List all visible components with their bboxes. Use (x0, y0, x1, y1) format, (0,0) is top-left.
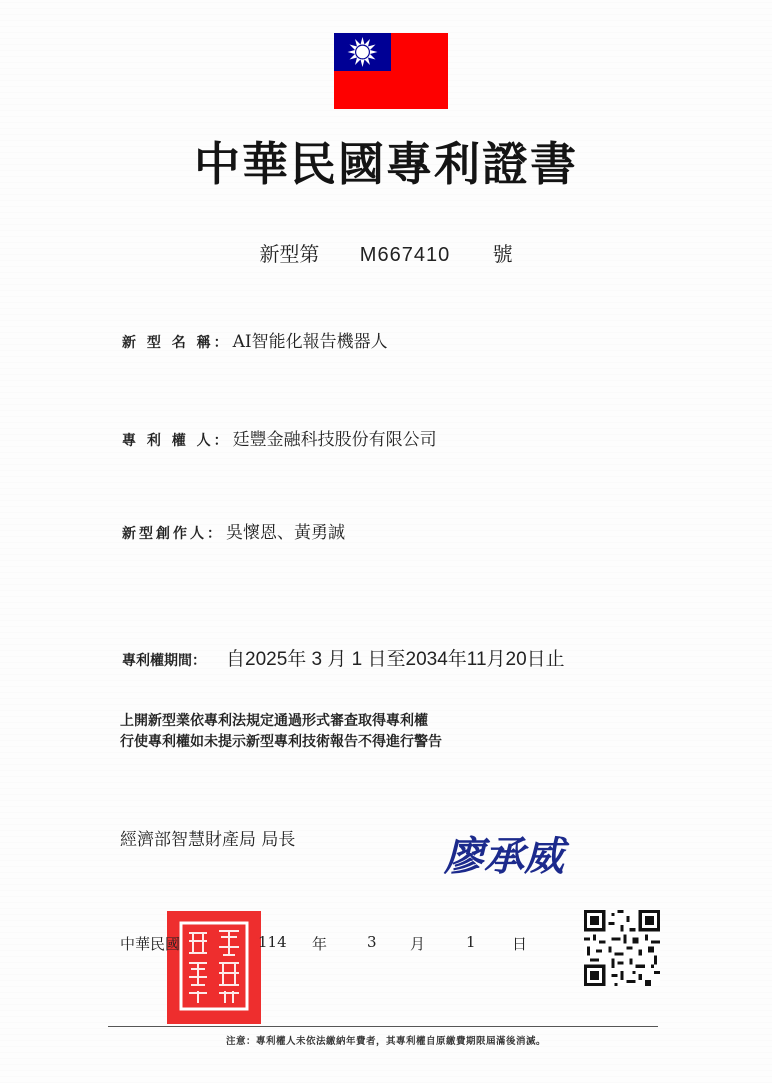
field-utility-model-name (122, 327, 388, 352)
footer-divider (108, 1026, 658, 1027)
period-value: 自2025年 3 月 1 日至2034年11月20日止 (226, 649, 565, 670)
notice-line: 上開新型業依專利法規定通過形式審查取得專利權 (120, 713, 428, 729)
field-label: 新型創作人： (122, 526, 224, 542)
notice-line: 行使專利權如未提示新型專利技術報告不得進行警告 (120, 734, 442, 750)
footnote: 注意：專利權人未依法繳納年費者，其專利權自原繳費期限屆滿後消滅。 (225, 1036, 546, 1047)
patent-period (122, 644, 565, 671)
qr-code (584, 910, 660, 986)
field-value: 廷豐金融科技股份有限公司 (232, 430, 437, 450)
field-label: 專 利 權 人： (122, 433, 231, 449)
patent-number-line (0, 238, 772, 267)
field-patentee (122, 425, 437, 450)
field-value: 吳懷恩、黃勇誠 (226, 523, 345, 543)
date-day-unit: 日 (512, 935, 528, 953)
field-label: 新 型 名 稱： (122, 335, 231, 351)
date-year-unit: 年 (312, 935, 328, 953)
date-month: 3 (367, 933, 377, 951)
field-value: AI智能化報告機器人 (232, 332, 388, 352)
issuing-office: 經濟部智慧財產局 局長 (120, 830, 296, 850)
date-month-unit: 月 (410, 935, 426, 953)
certificate-title: 中華民國專利證書 (194, 137, 578, 191)
director-signature (438, 826, 613, 886)
official-seal (167, 911, 261, 1024)
field-creators (122, 518, 345, 543)
signature-text: 廖承威 (444, 833, 564, 880)
patent-number-suffix: 號 (492, 242, 513, 266)
date-era: 中華民國 (120, 935, 181, 953)
patent-number: M667410 (359, 244, 451, 266)
roc-flag-icon (334, 33, 448, 109)
period-label: 專利權期間： (122, 653, 206, 669)
date-year: 114 (258, 933, 287, 951)
notice-text (120, 711, 442, 753)
patent-number-prefix: 新型第 (259, 242, 320, 266)
date-day: 1 (466, 933, 476, 951)
